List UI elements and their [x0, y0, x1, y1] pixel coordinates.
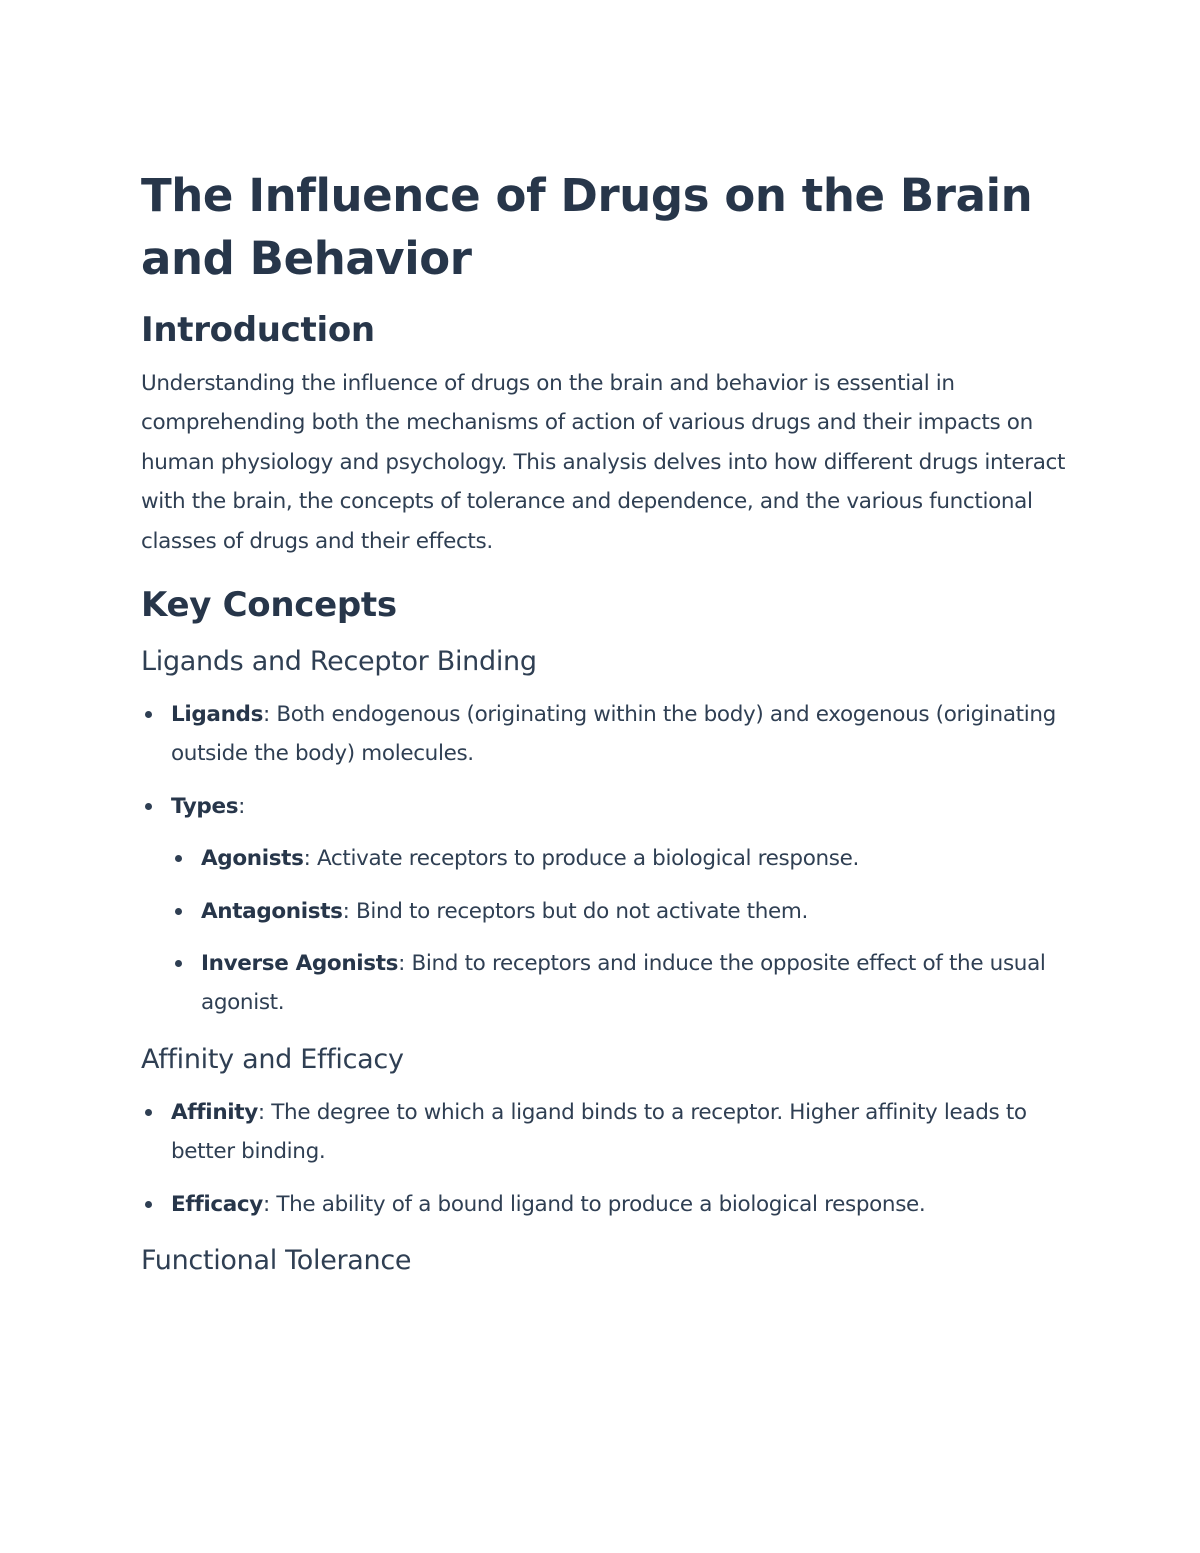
ligands-list: [141, 695, 1070, 1023]
term-types: Types: [171, 793, 239, 819]
term-inverse-agonists: Inverse Agonists: [201, 951, 399, 977]
bullet-dot: [145, 803, 152, 810]
bullet-dot: [145, 1201, 152, 1208]
term-affinity: Affinity: [171, 1099, 258, 1125]
ligands-section-heading: Ligands and Receptor Binding: [141, 646, 537, 678]
definition-agonists: : Activate receptors to produce a biological response.: [303, 846, 860, 872]
list-item-agonists: [201, 839, 1070, 878]
list-item-affinity: [171, 1093, 1070, 1172]
list-item-antagonists: [201, 892, 1070, 931]
list-item-inverse-agonists: [201, 944, 1070, 1023]
term-efficacy: Efficacy: [171, 1191, 263, 1217]
bullet-dot: [175, 855, 182, 862]
list-item-efficacy: [171, 1185, 1070, 1224]
introduction-paragraph: Understanding the influence of drugs on the brain and behavior is essential in comprehending both the mechanisms of action of various drugs and their impacts on human physiology and psychology. This analysis delves into how different drugs interact with the brain, the concepts of tolerance and dependence, and the various functional classes of drugs and their effects.: [141, 371, 1066, 554]
list-item-types: [171, 787, 1070, 1023]
definition-types: :: [238, 793, 246, 819]
term-ligands: Ligands: [171, 702, 264, 728]
definition-inverse-agonists: : Bind to receptors and induce the opposite effect of the usual agonist.: [201, 951, 1046, 1016]
definition-antagonists: : Bind to receptors but do not activate them.: [342, 898, 808, 924]
definition-efficacy: : The ability of a bound ligand to produce a biological response.: [262, 1191, 926, 1217]
introduction-heading: Introduction: [141, 310, 375, 350]
bullet-dot: [145, 711, 152, 718]
definition-ligands: : Both endogenous (originating within the body) and exogenous (originating outside the body) molecules.: [171, 702, 1056, 767]
term-antagonists: Antagonists: [201, 898, 343, 924]
document-title: The Influence of Drugs on the Brain and Behavior: [141, 169, 1033, 285]
key-concepts-heading: Key Concepts: [141, 585, 397, 626]
term-agonists: Agonists: [201, 846, 304, 872]
affinity-section-heading: Affinity and Efficacy: [141, 1043, 404, 1075]
types-sublist: [171, 839, 1070, 1023]
functional-tolerance-heading: Functional Tolerance: [141, 1245, 412, 1277]
bullet-dot: [175, 960, 182, 967]
affinity-list: [141, 1093, 1070, 1224]
bullet-dot: [175, 908, 182, 915]
bullet-dot: [145, 1109, 152, 1116]
definition-affinity: : The degree to which a ligand binds to a receptor. Higher affinity leads to better binding.: [171, 1099, 1027, 1165]
list-item-ligands: [171, 695, 1070, 774]
